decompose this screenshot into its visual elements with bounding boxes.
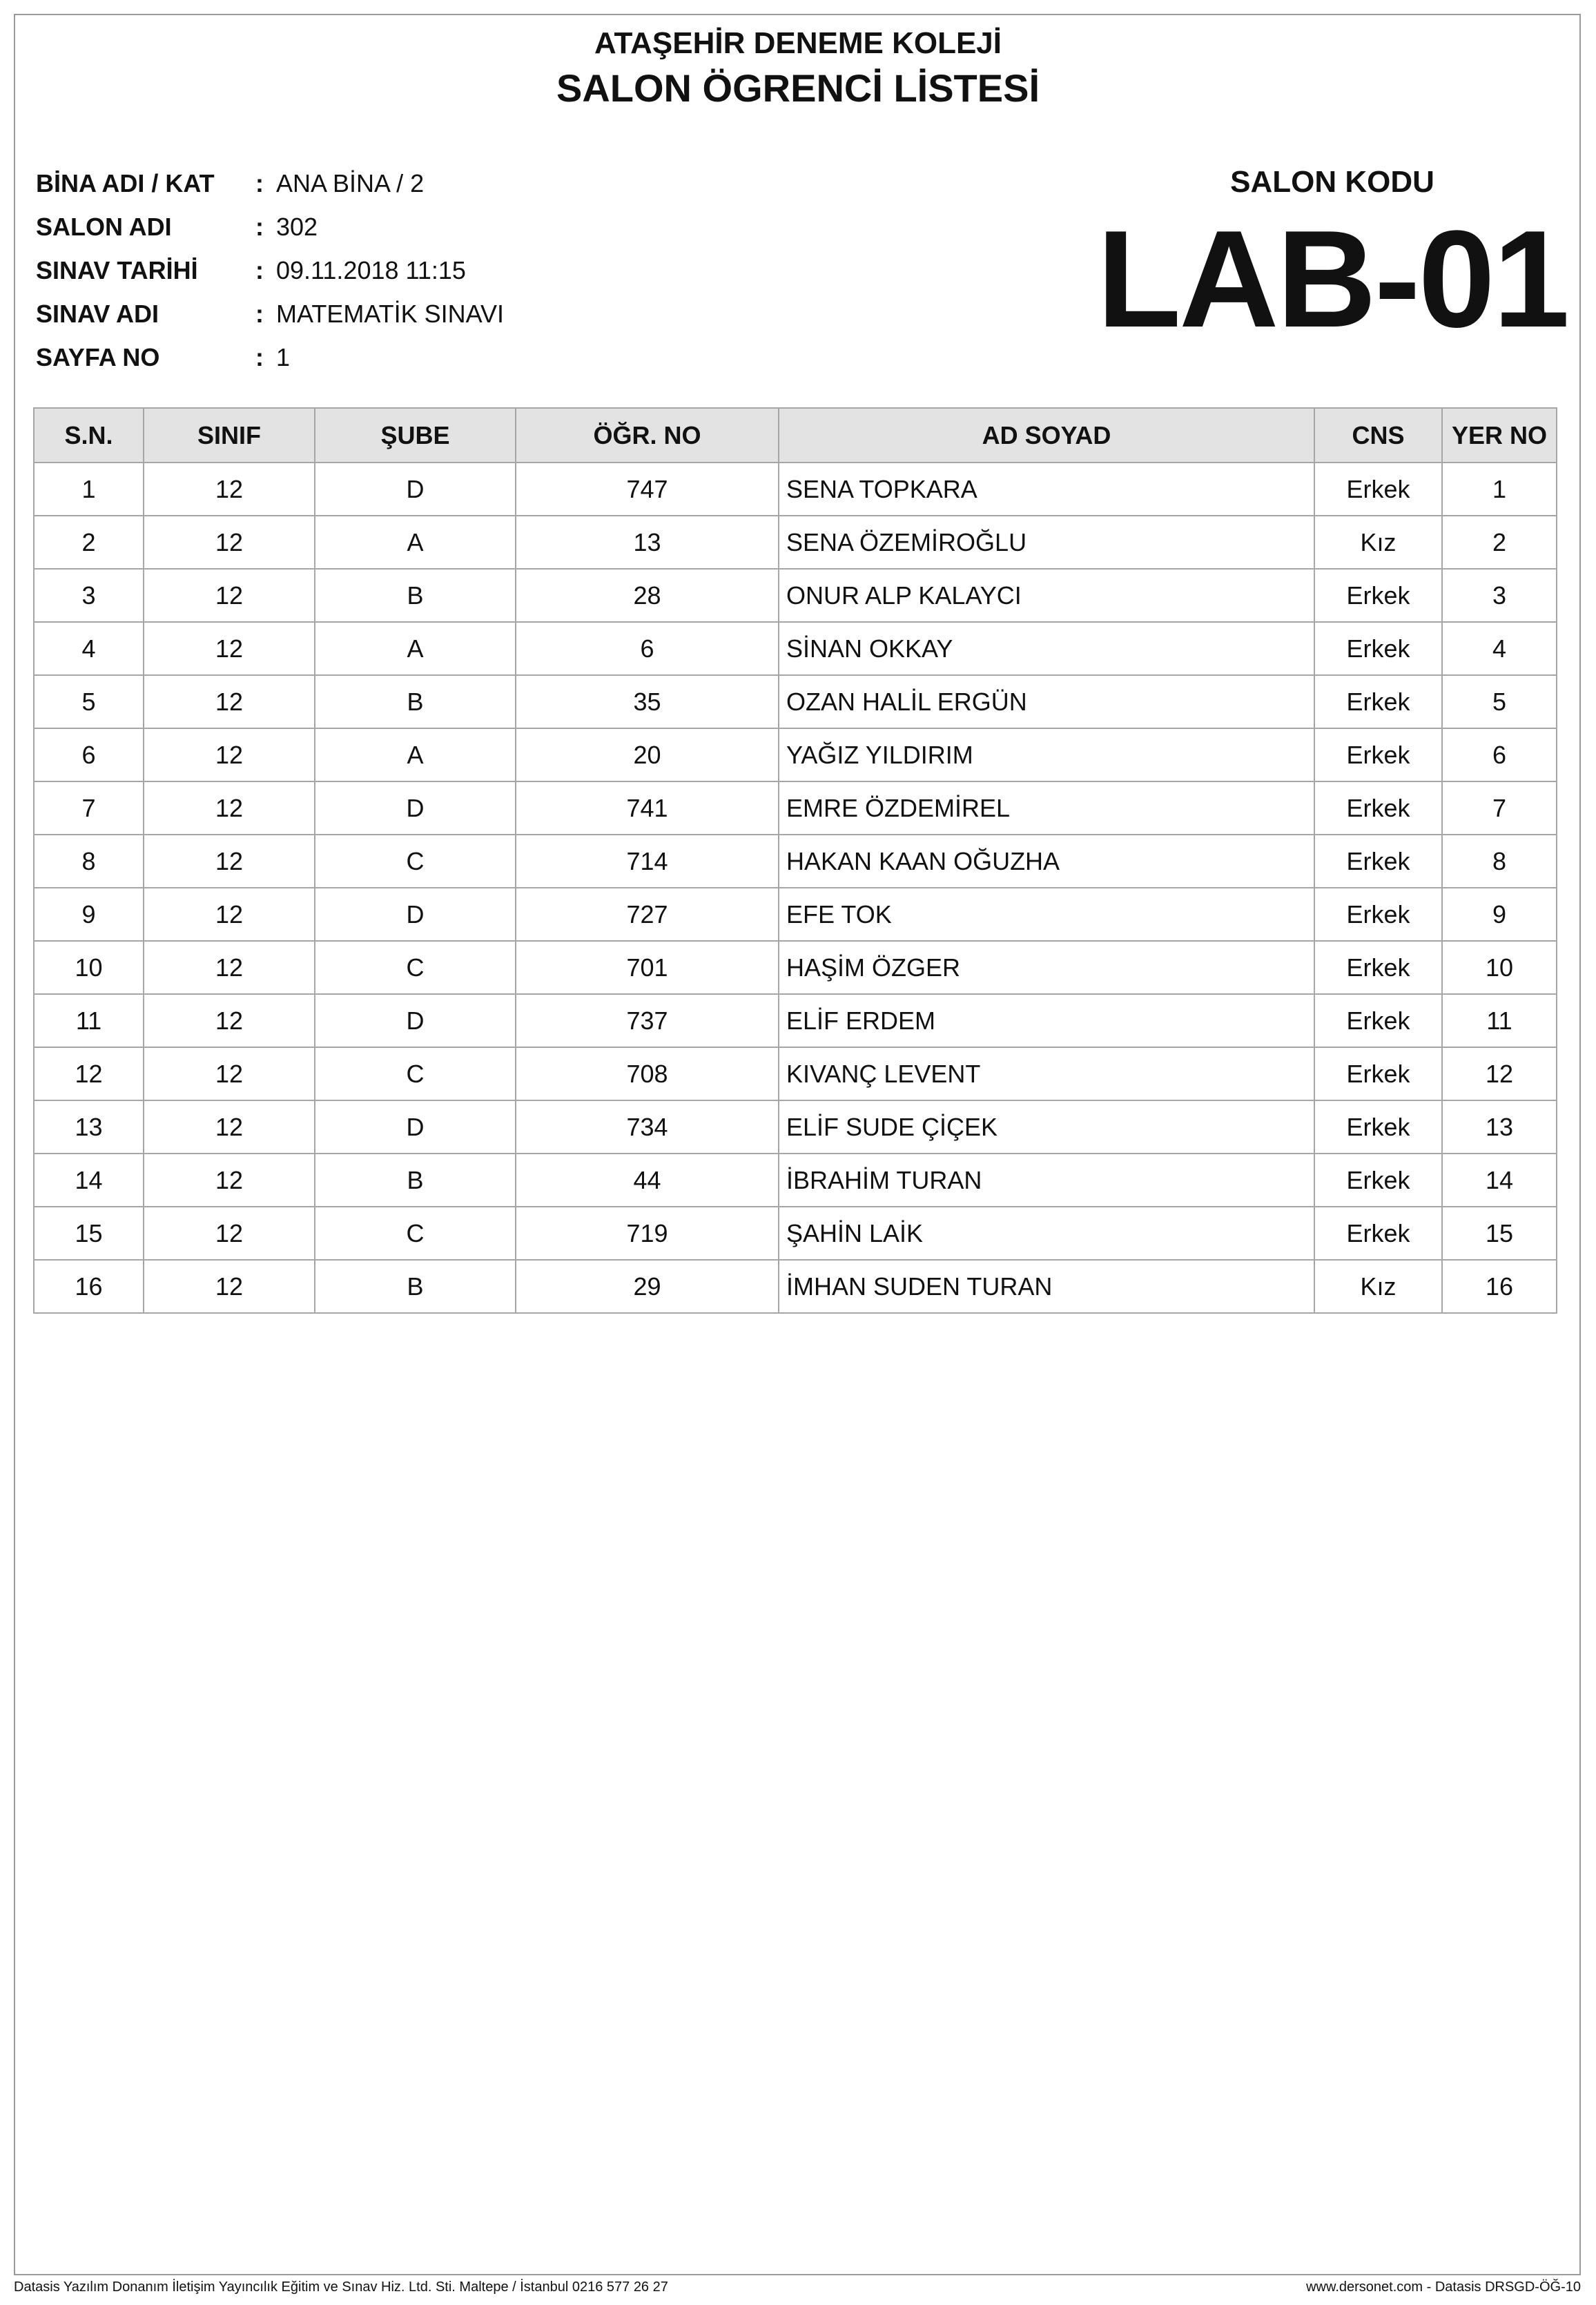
table-cell: İBRAHİM TURAN <box>779 1154 1314 1207</box>
table-row <box>34 781 1557 835</box>
info-row-exam-date <box>36 249 504 292</box>
table-cell: 29 <box>516 1260 779 1313</box>
table-cell: 701 <box>516 941 779 994</box>
table-cell: 6 <box>34 728 144 781</box>
info-value: MATEMATİK SINAVI <box>276 299 505 328</box>
table-cell: Erkek <box>1314 1207 1442 1260</box>
table-cell: 12 <box>144 516 315 569</box>
table-cell: ONUR ALP KALAYCI <box>779 569 1314 622</box>
student-rows <box>34 463 1557 1313</box>
table-cell: 8 <box>1442 835 1557 888</box>
table-cell: 719 <box>516 1207 779 1260</box>
table-cell: 4 <box>1442 622 1557 675</box>
table-cell: 6 <box>516 622 779 675</box>
document-title: SALON ÖGRENCİ LİSTESİ <box>556 66 1040 110</box>
table-cell: C <box>315 835 516 888</box>
table-cell: Erkek <box>1314 569 1442 622</box>
table-cell: C <box>315 1047 516 1100</box>
table-row <box>34 516 1557 569</box>
table-cell: D <box>315 888 516 941</box>
table-cell: Erkek <box>1314 888 1442 941</box>
table-cell: 12 <box>144 1260 315 1313</box>
table-cell: 14 <box>34 1154 144 1207</box>
column-header: S.N. <box>34 408 144 463</box>
table-cell: 12 <box>144 1047 315 1100</box>
table-cell: Erkek <box>1314 781 1442 835</box>
table-row <box>34 622 1557 675</box>
table-cell: HAKAN KAAN OĞUZHA <box>779 835 1314 888</box>
column-header: SINIF <box>144 408 315 463</box>
table-cell: 7 <box>34 781 144 835</box>
table-cell: 12 <box>144 463 315 516</box>
table-cell: Erkek <box>1314 622 1442 675</box>
school-name: ATAŞEHİR DENEME KOLEJİ <box>594 26 1002 60</box>
table-row <box>34 675 1557 728</box>
table-cell: 737 <box>516 994 779 1047</box>
table-cell: C <box>315 941 516 994</box>
table-row <box>34 463 1557 516</box>
info-value: 09.11.2018 11:15 <box>276 255 466 284</box>
table-cell: 734 <box>516 1100 779 1154</box>
table-cell: 11 <box>34 994 144 1047</box>
table-cell: 2 <box>1442 516 1557 569</box>
table-cell: 5 <box>1442 675 1557 728</box>
table-cell: 3 <box>1442 569 1557 622</box>
table-cell: Erkek <box>1314 994 1442 1047</box>
info-colon: : <box>255 342 264 371</box>
table-cell: Kız <box>1314 516 1442 569</box>
info-row-salon <box>36 205 504 249</box>
info-row-exam-name <box>36 292 504 335</box>
table-cell: SENA ÖZEMİROĞLU <box>779 516 1314 569</box>
table-cell: 12 <box>144 1154 315 1207</box>
table-cell: Erkek <box>1314 1047 1442 1100</box>
table-row <box>34 941 1557 994</box>
table-cell: 16 <box>1442 1260 1557 1313</box>
table-cell: ŞAHİN LAİK <box>779 1207 1314 1260</box>
table-cell: 747 <box>516 463 779 516</box>
table-cell: EFE TOK <box>779 888 1314 941</box>
table-cell: 727 <box>516 888 779 941</box>
table-cell: 12 <box>144 941 315 994</box>
column-header: AD SOYAD <box>779 408 1314 463</box>
table-cell: A <box>315 516 516 569</box>
table-cell: 11 <box>1442 994 1557 1047</box>
student-table <box>33 407 1557 1314</box>
info-label: SALON ADI <box>36 212 172 241</box>
table-row <box>34 1207 1557 1260</box>
table-cell: 12 <box>144 1207 315 1260</box>
table-cell: 10 <box>34 941 144 994</box>
table-cell: 15 <box>34 1207 144 1260</box>
table-row <box>34 994 1557 1047</box>
table-cell: 9 <box>34 888 144 941</box>
table-cell: 12 <box>144 888 315 941</box>
table-cell: 14 <box>1442 1154 1557 1207</box>
table-cell: 15 <box>1442 1207 1557 1260</box>
table-cell: Erkek <box>1314 1100 1442 1154</box>
table-cell: Erkek <box>1314 835 1442 888</box>
table-cell: B <box>315 569 516 622</box>
table-cell: C <box>315 1207 516 1260</box>
table-cell: 12 <box>144 781 315 835</box>
table-cell: 12 <box>144 728 315 781</box>
table-cell: A <box>315 622 516 675</box>
table-cell: Erkek <box>1314 675 1442 728</box>
table-row <box>34 569 1557 622</box>
table-cell: B <box>315 1260 516 1313</box>
table-cell: 4 <box>34 622 144 675</box>
info-colon: : <box>255 212 264 241</box>
table-cell: A <box>315 728 516 781</box>
table-row <box>34 728 1557 781</box>
info-row-page <box>36 335 504 379</box>
table-cell: B <box>315 675 516 728</box>
info-colon: : <box>255 299 264 328</box>
table-cell: OZAN HALİL ERGÜN <box>779 675 1314 728</box>
table-cell: 1 <box>34 463 144 516</box>
info-label: SINAV TARİHİ <box>36 255 198 284</box>
table-cell: KIVANÇ LEVENT <box>779 1047 1314 1100</box>
info-colon: : <box>255 168 264 197</box>
table-cell: D <box>315 1100 516 1154</box>
table-cell: 8 <box>34 835 144 888</box>
info-label: BİNA ADI / KAT <box>36 168 215 197</box>
info-value: 302 <box>276 212 318 241</box>
table-cell: SİNAN OKKAY <box>779 622 1314 675</box>
table-cell: 35 <box>516 675 779 728</box>
table-row <box>34 1154 1557 1207</box>
table-cell: 12 <box>144 1100 315 1154</box>
column-header: ÖĞR. NO <box>516 408 779 463</box>
table-cell: İMHAN SUDEN TURAN <box>779 1260 1314 1313</box>
table-cell: EMRE ÖZDEMİREL <box>779 781 1314 835</box>
footer-website: www.dersonet.com - Datasis DRSGD-ÖĞ-10 <box>1306 2279 1581 2295</box>
table-cell: 12 <box>144 994 315 1047</box>
table-cell: 20 <box>516 728 779 781</box>
table-cell: D <box>315 781 516 835</box>
table-cell: Erkek <box>1314 463 1442 516</box>
info-label: SINAV ADI <box>36 299 159 328</box>
salon-code-label: SALON KODU <box>1230 165 1434 199</box>
column-header: YER NO <box>1442 408 1557 463</box>
info-row-building <box>36 162 504 205</box>
table-row <box>34 888 1557 941</box>
table-cell: 741 <box>516 781 779 835</box>
footer-company: Datasis Yazılım Donanım İletişim Yayıncılık Eğitim ve Sınav Hiz. Ltd. Sti. Maltepe / İstanbul 0216 577 26 27 <box>14 2279 668 2295</box>
table-cell: 16 <box>34 1260 144 1313</box>
table-cell: 12 <box>34 1047 144 1100</box>
table-cell: HAŞİM ÖZGER <box>779 941 1314 994</box>
table-cell: YAĞIZ YILDIRIM <box>779 728 1314 781</box>
table-cell: 12 <box>1442 1047 1557 1100</box>
table-cell: 9 <box>1442 888 1557 941</box>
info-value: 1 <box>276 342 291 371</box>
table-cell: 708 <box>516 1047 779 1100</box>
table-cell: 1 <box>1442 463 1557 516</box>
table-cell: 12 <box>144 622 315 675</box>
table-cell: 5 <box>34 675 144 728</box>
table-row <box>34 1100 1557 1154</box>
table-cell: 13 <box>1442 1100 1557 1154</box>
table-row <box>34 1047 1557 1100</box>
info-label: SAYFA NO <box>36 342 160 371</box>
table-row <box>34 835 1557 888</box>
exam-info <box>36 162 504 379</box>
column-header: CNS <box>1314 408 1442 463</box>
table-cell: 13 <box>516 516 779 569</box>
table-cell: 12 <box>144 835 315 888</box>
table-header-row <box>34 408 1557 463</box>
table-cell: 44 <box>516 1154 779 1207</box>
table-cell: Erkek <box>1314 941 1442 994</box>
table-cell: 12 <box>144 569 315 622</box>
table-cell: ELİF SUDE ÇİÇEK <box>779 1100 1314 1154</box>
table-cell: Erkek <box>1314 1154 1442 1207</box>
table-cell: D <box>315 463 516 516</box>
table-cell: 28 <box>516 569 779 622</box>
table-cell: 7 <box>1442 781 1557 835</box>
table-cell: 13 <box>34 1100 144 1154</box>
table-cell: Erkek <box>1314 728 1442 781</box>
info-value: ANA BİNA / 2 <box>276 168 425 197</box>
table-cell: SENA TOPKARA <box>779 463 1314 516</box>
column-header: ŞUBE <box>315 408 516 463</box>
table-row <box>34 1260 1557 1313</box>
table-cell: 714 <box>516 835 779 888</box>
table-cell: 3 <box>34 569 144 622</box>
table-cell: 6 <box>1442 728 1557 781</box>
table-cell: ELİF ERDEM <box>779 994 1314 1047</box>
info-colon: : <box>255 255 264 284</box>
table-cell: 10 <box>1442 941 1557 994</box>
table-cell: 2 <box>34 516 144 569</box>
table-cell: Kız <box>1314 1260 1442 1313</box>
table-cell: 12 <box>144 675 315 728</box>
salon-code-value: LAB-01 <box>1096 202 1568 356</box>
table-cell: D <box>315 994 516 1047</box>
table-cell: B <box>315 1154 516 1207</box>
